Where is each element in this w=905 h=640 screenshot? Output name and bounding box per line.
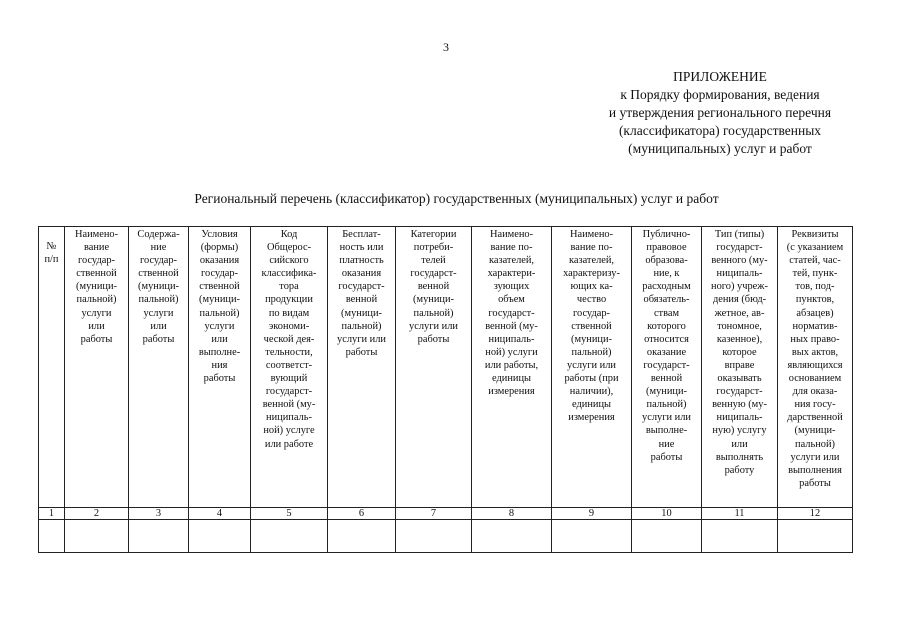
column-header-line: оказывать	[717, 373, 762, 385]
column-number-cell: 9	[552, 508, 632, 520]
column-header-line: (муници-	[794, 425, 836, 437]
column-header-line: пунктов,	[795, 294, 835, 306]
column-header-line: дения (бюд-	[712, 294, 767, 306]
column-header-line: казателей,	[568, 255, 615, 267]
column-header-line: п/п	[44, 254, 59, 266]
column-header-line: работы	[80, 333, 113, 345]
column-header	[552, 227, 632, 508]
column-header-line: пальной)	[571, 346, 612, 358]
column-header-line: ческой дея-	[263, 333, 315, 345]
table-header-row	[39, 227, 853, 508]
column-header	[39, 227, 65, 508]
column-header-line: тов, под-	[795, 281, 835, 293]
column-header-line: работу	[724, 464, 755, 476]
column-header-line: ниципаль-	[716, 412, 763, 424]
column-header	[251, 227, 328, 508]
appendix-line: (муниципальных) услуг и работ	[628, 141, 812, 156]
column-header-line: (муници-	[646, 386, 687, 398]
column-number-row	[39, 508, 853, 520]
column-header-line: основанием	[788, 373, 842, 385]
column-header-line: ниципаль-	[716, 268, 763, 280]
column-header-line: экономи-	[268, 320, 310, 332]
column-header-line: норматив-	[792, 320, 838, 332]
column-header-line: государ-	[139, 255, 178, 267]
column-header-line: выполнять	[715, 451, 764, 463]
column-header-line: (муници-	[413, 294, 454, 306]
column-header-line: потреби-	[413, 242, 454, 254]
column-header-line: ствам	[653, 307, 680, 319]
page-number: 3	[443, 40, 449, 54]
column-header-line: тономное,	[717, 320, 762, 332]
column-header-line: обязатель-	[643, 294, 690, 306]
column-header-line: относится	[644, 333, 689, 345]
document-title: Региональный перечень (классификатор) государственных (муниципальных) услуг и работ	[194, 191, 719, 206]
empty-data-row	[39, 520, 853, 553]
empty-cell	[778, 520, 853, 553]
column-header-line: ную) услугу	[712, 425, 767, 437]
column-header-line: ние, к	[653, 268, 680, 280]
column-header-line: (с указанием	[786, 242, 844, 254]
column-header-line: платность	[339, 255, 384, 267]
column-header-line: наличии),	[569, 386, 614, 398]
empty-cell	[129, 520, 189, 553]
column-header-line: Бесплат-	[342, 229, 381, 240]
column-header-line: Условия	[201, 229, 238, 240]
empty-cell	[472, 520, 552, 553]
empty-cell	[328, 520, 396, 553]
column-number-cell: 3	[129, 508, 189, 520]
column-header	[632, 227, 702, 508]
column-header-line: работы	[417, 333, 450, 345]
column-header-line: услуги или	[567, 359, 616, 371]
column-header-line: пальной)	[199, 307, 240, 319]
column-header	[702, 227, 778, 508]
column-header-line: работы	[799, 477, 831, 489]
column-header	[396, 227, 472, 508]
column-header-line: ние	[658, 438, 675, 450]
column-header-line: работы	[650, 451, 683, 463]
column-header-line: оказания	[199, 255, 240, 267]
column-header-line: являющихся	[787, 359, 843, 371]
column-header-line: ния госу-	[794, 399, 836, 411]
column-header-line: правовое	[646, 242, 687, 254]
empty-cell	[552, 520, 632, 553]
column-header-line: венного (му-	[711, 255, 768, 267]
column-header-line: Содержа-	[137, 229, 180, 240]
column-header-line: ниципаль-	[488, 333, 535, 345]
appendix-line: и утверждения регионального перечня	[608, 105, 832, 120]
column-header-line: государст-	[265, 386, 313, 398]
column-header-line: единицы	[572, 399, 611, 411]
column-header-line: ния	[211, 359, 228, 371]
column-header	[328, 227, 396, 508]
column-header-line: Наимено-	[489, 229, 534, 240]
column-header-line: жетное, ав-	[714, 307, 765, 319]
column-header-line: (муници-	[341, 307, 382, 319]
column-header-line: или работы,	[484, 359, 539, 371]
column-header-line: абзацев)	[796, 307, 834, 319]
column-header-line: услуги	[81, 307, 112, 319]
column-header-line: пальной)	[795, 438, 835, 450]
appendix-line: к Порядку формирования, ведения	[620, 87, 820, 102]
column-header-line: работы	[345, 346, 378, 358]
column-header-line: венную (му-	[712, 399, 767, 411]
column-header-line: чество	[576, 294, 607, 306]
column-number-cell: 2	[65, 508, 129, 520]
column-header-line: Тип (типы)	[714, 229, 765, 240]
column-header-line: государст-	[338, 281, 385, 293]
column-header-line: Общерос-	[266, 242, 312, 254]
column-header-line: ной) услуге	[263, 425, 315, 437]
empty-cell	[702, 520, 778, 553]
column-header-line: услуги или	[337, 333, 386, 345]
empty-cell	[189, 520, 251, 553]
column-header-line: казенное),	[716, 333, 763, 345]
column-header-line: (муници-	[571, 333, 612, 345]
column-header-line: телей	[421, 255, 446, 267]
column-header-line: пальной)	[138, 294, 179, 306]
column-header-line: по видам	[268, 307, 310, 319]
column-header-line: объем	[498, 294, 525, 306]
column-header-line: ниципаль-	[266, 412, 312, 424]
column-header-line: или	[88, 320, 105, 332]
column-header-line: услуги или	[642, 412, 691, 424]
column-number-cell: 1	[39, 508, 65, 520]
column-header-line: ной) услуги	[485, 346, 538, 358]
column-header-line: выполне-	[645, 425, 688, 437]
column-header-line: государст-	[488, 307, 535, 319]
column-header-line: (муници-	[199, 294, 240, 306]
column-header-line: ственной	[571, 320, 612, 332]
column-header-line: зующих	[493, 281, 530, 293]
empty-cell	[39, 520, 65, 553]
empty-cell	[396, 520, 472, 553]
column-header-line: которого	[647, 320, 686, 332]
column-header-line: услуги	[143, 307, 174, 319]
column-header-line: венной	[650, 373, 683, 385]
column-header	[472, 227, 552, 508]
column-header-line: государст-	[410, 268, 457, 280]
column-header-line: измерения	[568, 412, 615, 424]
column-header-line: или работе	[264, 438, 314, 450]
column-header-line: венной (му-	[485, 320, 538, 332]
appendix-heading: ПРИЛОЖЕНИЕ	[673, 69, 767, 84]
column-header-line: ние	[150, 242, 167, 254]
column-header-line: государст-	[716, 242, 763, 254]
column-header-line: вых актов,	[791, 346, 839, 358]
column-header-line: соответст-	[265, 359, 313, 371]
column-header-line: пальной)	[413, 307, 454, 319]
column-header-line: которое	[722, 346, 757, 358]
column-header-line: или	[731, 438, 748, 450]
column-header-line: для оказа-	[792, 386, 838, 398]
column-header-line: (муници-	[138, 281, 179, 293]
column-number-cell: 6	[328, 508, 396, 520]
column-number-cell: 10	[632, 508, 702, 520]
column-header-line: Код	[280, 229, 298, 240]
column-header-line: вание по-	[490, 242, 533, 254]
column-header-line: пальной)	[76, 294, 117, 306]
empty-cell	[632, 520, 702, 553]
column-header-line: Публично-	[642, 229, 691, 240]
column-header-line: венной	[345, 294, 378, 306]
column-number-cell: 5	[251, 508, 328, 520]
column-header-line: или	[211, 333, 228, 345]
column-header-line: Наимено-	[74, 229, 119, 240]
column-header-line: ственной	[138, 268, 179, 280]
column-header-line: вправе	[724, 359, 755, 371]
column-header-line: характери-	[487, 268, 536, 280]
column-header-line: Категории	[410, 229, 457, 240]
column-header-line: казателей,	[488, 255, 535, 267]
column-header-line: государ-	[572, 307, 611, 319]
column-header-line: ного) учреж-	[711, 281, 768, 293]
column-header-line: (формы)	[200, 242, 239, 254]
column-header-line: пальной)	[341, 320, 382, 332]
column-header-line: государ-	[77, 255, 116, 267]
appendix-block	[560, 68, 880, 158]
column-header-line: тей, пунк-	[792, 268, 838, 280]
column-header-line: пальной)	[646, 399, 687, 411]
column-header-line: образова-	[645, 255, 688, 267]
column-header-line: выполне-	[198, 346, 241, 358]
column-header-line: характеризу-	[563, 268, 620, 280]
column-header-line: государст-	[716, 386, 763, 398]
column-header	[65, 227, 129, 508]
column-header-line: оказание	[646, 346, 687, 358]
column-header-line: Реквизиты	[791, 229, 839, 240]
column-header-line: тельности,	[265, 346, 313, 358]
column-header-line: государст-	[643, 359, 690, 371]
column-header-line: вание по-	[570, 242, 613, 254]
column-header-line: венной (му-	[262, 399, 316, 411]
empty-cell	[251, 520, 328, 553]
column-header-line: (муници-	[76, 281, 117, 293]
column-header-line: №	[46, 241, 57, 252]
column-header-line: сийского	[269, 255, 309, 267]
column-header-line: венной	[417, 281, 450, 293]
column-header-line: расходным	[642, 281, 691, 293]
column-header-line: или	[150, 320, 167, 332]
column-number-cell: 7	[396, 508, 472, 520]
column-header-line: единицы	[492, 373, 531, 385]
column-header-line: статей, час-	[789, 255, 841, 267]
column-header-line: работы	[203, 373, 236, 385]
column-header-line: ственной	[199, 281, 240, 293]
column-header	[129, 227, 189, 508]
column-header-line: услуги или	[790, 451, 840, 463]
column-header-line: классифика-	[261, 268, 317, 280]
column-number-cell: 11	[702, 508, 778, 520]
column-header-line: Наимено-	[569, 229, 614, 240]
appendix-line: (классификатора) государственных	[618, 123, 822, 138]
column-header-line: дарственной	[787, 412, 843, 424]
column-header	[189, 227, 251, 508]
column-header-line: государ-	[200, 268, 239, 280]
column-header-line: вующий	[270, 373, 308, 385]
column-number-cell: 12	[778, 508, 853, 520]
column-header-line: услуги	[204, 320, 235, 332]
column-number-cell: 8	[472, 508, 552, 520]
column-header-line: ных право-	[790, 333, 840, 345]
empty-cell	[65, 520, 129, 553]
column-header-line: ющих ка-	[570, 281, 613, 293]
column-header-line: услуги или	[409, 320, 458, 332]
column-header-line: работы (при	[564, 373, 619, 385]
column-header-line: вание	[83, 242, 110, 254]
column-header-line: выполнения	[788, 464, 842, 476]
column-header-line: ственной	[76, 268, 117, 280]
registry-table	[38, 226, 853, 553]
column-header-line: тора	[279, 281, 299, 293]
column-header-line: работы	[142, 333, 175, 345]
column-header-line: продукции	[265, 294, 313, 306]
column-header	[778, 227, 853, 508]
column-header-line: измерения	[488, 386, 535, 398]
column-number-cell: 4	[189, 508, 251, 520]
column-header-line: оказания	[341, 268, 382, 280]
column-header-line: ность или	[339, 242, 384, 254]
